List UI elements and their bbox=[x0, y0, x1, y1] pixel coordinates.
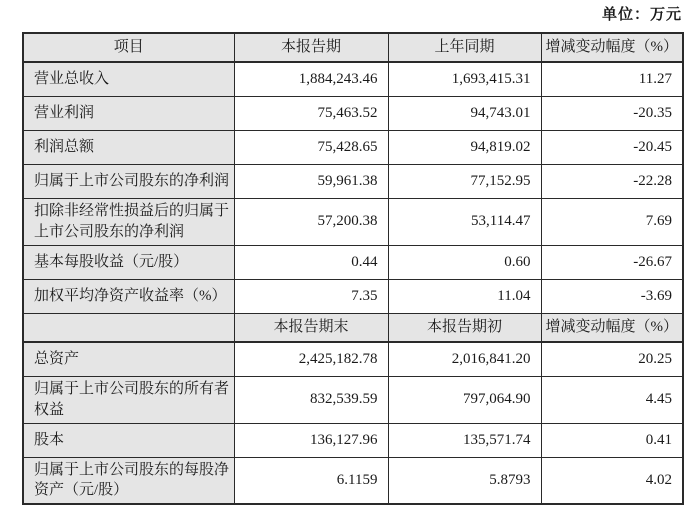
table-row-share-capital bbox=[23, 423, 683, 457]
period-end-cell: 832,539.59 bbox=[234, 376, 388, 423]
balance-header-row bbox=[23, 313, 683, 342]
table-row-total-assets bbox=[23, 342, 683, 376]
financial-summary-table bbox=[22, 32, 684, 505]
prior-period-cell: 11.04 bbox=[388, 279, 541, 313]
change-cell: -20.45 bbox=[541, 130, 683, 164]
header-prior-period: 上年同期 bbox=[388, 33, 541, 62]
table-row-weighted-avg-roe bbox=[23, 279, 683, 313]
prior-period-cell: 53,114.47 bbox=[388, 198, 541, 245]
header-change-percent: 增减变动幅度（%） bbox=[541, 313, 683, 342]
item-label-cell: 利润总额 bbox=[23, 130, 234, 164]
item-label-cell: 加权平均净资产收益率（%） bbox=[23, 279, 234, 313]
item-label-cell: 归属于上市公司股东的净利润 bbox=[23, 164, 234, 198]
table-row-operating-profit bbox=[23, 96, 683, 130]
table-row-owners-equity bbox=[23, 376, 683, 423]
current-period-cell: 0.44 bbox=[234, 245, 388, 279]
income-header-row bbox=[23, 33, 683, 62]
current-period-cell: 1,884,243.46 bbox=[234, 62, 388, 96]
header-item-label: 项目 bbox=[23, 33, 234, 62]
item-label-cell: 扣除非经常性损益后的归属于上市公司股东的净利润 bbox=[23, 198, 234, 245]
current-period-cell: 7.35 bbox=[234, 279, 388, 313]
current-period-cell: 75,428.65 bbox=[234, 130, 388, 164]
header-current-period: 本报告期 bbox=[234, 33, 388, 62]
prior-period-cell: 94,743.01 bbox=[388, 96, 541, 130]
change-cell: 7.69 bbox=[541, 198, 683, 245]
period-begin-cell: 2,016,841.20 bbox=[388, 342, 541, 376]
header-period-end: 本报告期末 bbox=[234, 313, 388, 342]
period-begin-cell: 797,064.90 bbox=[388, 376, 541, 423]
header-change-percent: 增减变动幅度（%） bbox=[541, 33, 683, 62]
period-begin-cell: 5.8793 bbox=[388, 457, 541, 504]
period-end-cell: 2,425,182.78 bbox=[234, 342, 388, 376]
item-label-cell: 总资产 bbox=[23, 342, 234, 376]
item-label-cell: 归属于上市公司股东的所有者权益 bbox=[23, 376, 234, 423]
table-row-total-revenue bbox=[23, 62, 683, 96]
header-period-begin: 本报告期初 bbox=[388, 313, 541, 342]
table-row-net-assets-per-share bbox=[23, 457, 683, 504]
change-cell: -26.67 bbox=[541, 245, 683, 279]
change-cell: 0.41 bbox=[541, 423, 683, 457]
item-label-cell: 基本每股收益（元/股） bbox=[23, 245, 234, 279]
period-end-cell: 136,127.96 bbox=[234, 423, 388, 457]
prior-period-cell: 77,152.95 bbox=[388, 164, 541, 198]
change-cell: -22.28 bbox=[541, 164, 683, 198]
prior-period-cell: 94,819.02 bbox=[388, 130, 541, 164]
change-cell: -20.35 bbox=[541, 96, 683, 130]
item-label-cell: 股本 bbox=[23, 423, 234, 457]
change-cell: -3.69 bbox=[541, 279, 683, 313]
table-row-basic-eps bbox=[23, 245, 683, 279]
current-period-cell: 59,961.38 bbox=[234, 164, 388, 198]
change-cell: 20.25 bbox=[541, 342, 683, 376]
table-row-net-profit-to-shareholders bbox=[23, 164, 683, 198]
prior-period-cell: 0.60 bbox=[388, 245, 541, 279]
current-period-cell: 75,463.52 bbox=[234, 96, 388, 130]
period-begin-cell: 135,571.74 bbox=[388, 423, 541, 457]
change-cell: 11.27 bbox=[541, 62, 683, 96]
change-cell: 4.45 bbox=[541, 376, 683, 423]
table-row-total-profit bbox=[23, 130, 683, 164]
current-period-cell: 57,200.38 bbox=[234, 198, 388, 245]
prior-period-cell: 1,693,415.31 bbox=[388, 62, 541, 96]
table-row-net-profit-excl-nonrecurring bbox=[23, 198, 683, 245]
header-empty bbox=[23, 313, 234, 342]
unit-label: 单位：万元 bbox=[601, 7, 682, 23]
change-cell: 4.02 bbox=[541, 457, 683, 504]
period-end-cell: 6.1159 bbox=[234, 457, 388, 504]
item-label-cell: 营业总收入 bbox=[23, 62, 234, 96]
item-label-cell: 归属于上市公司股东的每股净资产（元/股） bbox=[23, 457, 234, 504]
item-label-cell: 营业利润 bbox=[23, 96, 234, 130]
